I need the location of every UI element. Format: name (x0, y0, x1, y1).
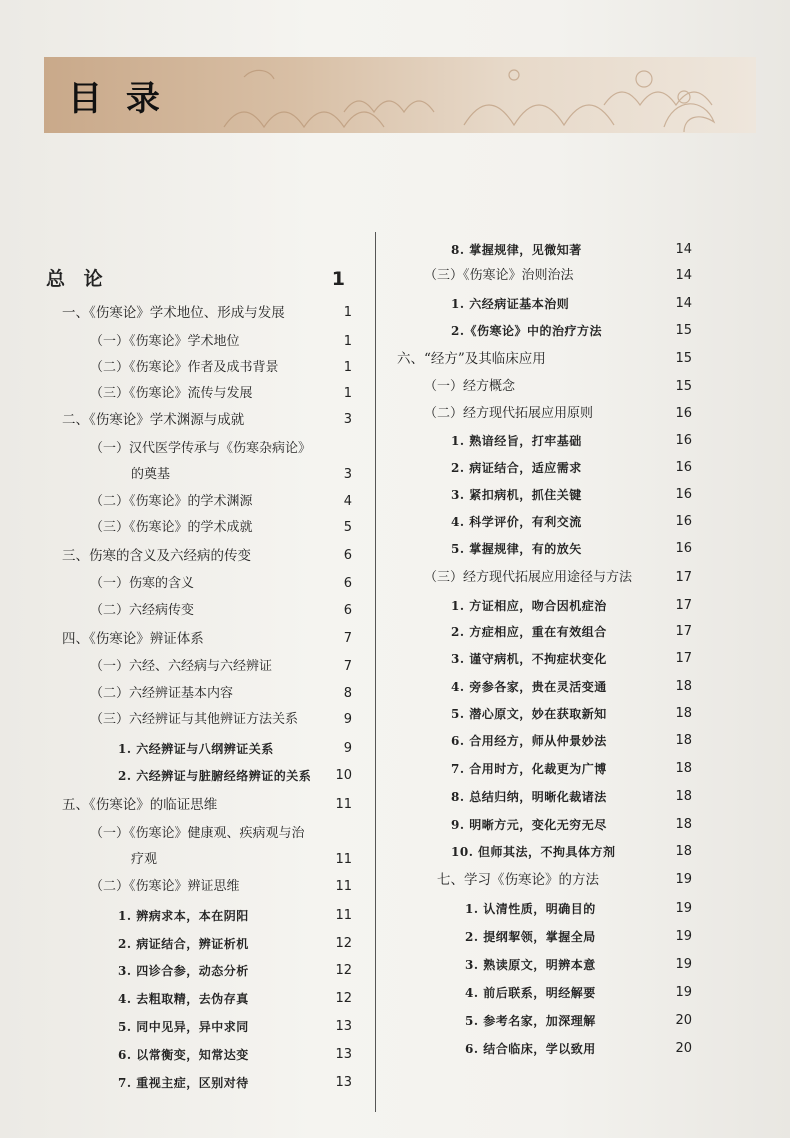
toc-entry-title: （一）经方概念 (424, 379, 516, 394)
toc-entry-title: （二）六经辨证基本内容 (90, 686, 234, 701)
column-divider (375, 232, 376, 1112)
toc-entry-page-number: 10 (335, 768, 352, 783)
toc-entry-page-number: 11 (335, 852, 352, 867)
toc-entry-page-number: 7 (343, 631, 352, 646)
toc-entry-title: （二）《伤寒论》辨证思维 (90, 879, 240, 894)
toc-entry-title: （一）《伤寒论》健康观、疾病观与治 (90, 826, 305, 841)
toc-entry-title: 3. 谨守病机，不拘症状变化 (451, 652, 607, 666)
toc-entry-page-number: 16 (675, 487, 692, 502)
toc-entry-page-number: 19 (675, 929, 692, 944)
toc-entry-page-number: 17 (675, 598, 692, 613)
title-banner (44, 57, 756, 133)
toc-entry-page-number: 3 (343, 467, 352, 482)
toc-entry-title: （一）汉代医学传承与《伤寒杂病论》 (90, 441, 312, 456)
toc-entry-title: （二）《伤寒论》作者及成书背景 (90, 360, 279, 375)
toc-entry-page-number: 18 (675, 789, 692, 804)
toc-entry-page-number: 13 (335, 1047, 352, 1062)
toc-entry-title: 四、《伤寒论》辨证体系 (62, 631, 204, 647)
toc-entry-page-number: 9 (343, 741, 352, 756)
toc-entry-title: 4. 前后联系，明经解要 (465, 986, 596, 1000)
toc-entry-page-number: 4 (343, 494, 352, 509)
toc-entry-title: （三）《伤寒论》的学术成就 (90, 520, 253, 535)
toc-entry-title: 6. 合用经方，师从仲景妙法 (451, 734, 607, 748)
toc-entry-page-number: 12 (335, 963, 352, 978)
toc-entry-title: 1. 熟谙经旨，打牢基础 (451, 434, 582, 448)
toc-entry-title: （二）《伤寒论》的学术渊源 (90, 494, 253, 509)
toc-entry-title: （一）伤寒的含义 (90, 576, 195, 591)
toc-entry-title: 1. 辨病求本，本在阴阳 (118, 909, 249, 923)
toc-entry-title: 8. 掌握规律，见微知著 (451, 243, 582, 257)
toc-entry-title: 2. 病证结合，适应需求 (451, 461, 582, 475)
toc-entry-page-number: 18 (675, 761, 692, 776)
toc-entry-title: 8. 总结归纳，明晰化裁诸法 (451, 790, 607, 804)
toc-entry-title: 4. 旁参各家，贵在灵活变通 (451, 680, 607, 694)
toc-entry-title: （二）六经病传变 (90, 603, 195, 618)
toc-entry-title: 2. 六经辨证与脏腑经络辨证的关系 (118, 769, 312, 783)
toc-entry-title: 6. 以常衡变，知常达变 (118, 1048, 249, 1062)
toc-entry-title: （三）《伤寒论》流传与发展 (90, 386, 253, 401)
toc-entry-title: 5. 掌握规律，有的放矢 (451, 542, 582, 556)
toc-entry-title: （三）《伤寒论》治则治法 (424, 268, 574, 283)
toc-entry-title: （一）六经、六经病与六经辨证 (90, 659, 273, 674)
toc-entry-page-number: 1 (343, 360, 352, 375)
toc-entry-title: 五、《伤寒论》的临证思维 (62, 797, 218, 813)
toc-entry-title: 疗观 (131, 852, 158, 867)
toc-entry-title: 二、《伤寒论》学术渊源与成就 (62, 412, 245, 428)
toc-entry-title: 三、伤寒的含义及六经病的传变 (62, 548, 251, 564)
toc-entry-title: 3. 熟读原文，明辨本意 (465, 958, 596, 972)
toc-entry-page-number: 5 (343, 520, 352, 535)
toc-entry-title: 六、“经方”及其临床应用 (397, 351, 546, 367)
toc-entry-title: （二）经方现代拓展应用原则 (424, 406, 594, 421)
toc-entry-page-number: 18 (675, 679, 692, 694)
toc-entry-page-number: 13 (335, 1019, 352, 1034)
toc-entry-page-number: 11 (335, 797, 352, 812)
toc-entry-title: 1. 六经病证基本治则 (451, 297, 570, 311)
toc-entry-page-number: 19 (675, 985, 692, 1000)
toc-entry-page-number: 8 (343, 686, 352, 701)
toc-entry-title: （一）《伤寒论》学术地位 (90, 334, 240, 349)
toc-entry-title: 2. 提纲挈领，掌握全局 (465, 930, 596, 944)
toc-entry-title: 1. 方证相应，吻合因机症治 (451, 599, 607, 613)
toc-entry-page-number: 15 (675, 351, 692, 366)
toc-entry-page-number: 6 (343, 548, 352, 563)
toc-entry-page-number: 19 (675, 872, 692, 887)
toc-entry-title: 5. 参考名家，加深理解 (465, 1014, 596, 1028)
toc-entry-title: 2. 病证结合，辨证析机 (118, 937, 249, 951)
toc-entry-page-number: 6 (343, 576, 352, 591)
toc-entry-title: 一、《伤寒论》学术地位、形成与发展 (62, 305, 285, 321)
toc-entry-title: 5. 同中见异，异中求同 (118, 1020, 249, 1034)
toc-entry-title: 5. 潜心原文，妙在获取新知 (451, 707, 607, 721)
toc-entry-page-number: 1 (343, 305, 352, 320)
toc-entry-page-number: 9 (343, 712, 352, 727)
toc-entry-page-number: 18 (675, 733, 692, 748)
toc-entry-page-number: 6 (343, 603, 352, 618)
toc-entry-title: （三）经方现代拓展应用途径与方法 (424, 570, 633, 585)
toc-entry-title: 4. 去粗取精，去伪存真 (118, 992, 249, 1006)
toc-entry-title: 3. 四诊合参，动态分析 (118, 964, 249, 978)
toc-entry-title: 1. 六经辨证与八纲辨证关系 (118, 742, 274, 756)
toc-entry-title: 9. 明晰方元，变化无穷无尽 (451, 818, 607, 832)
toc-entry-page-number: 3 (343, 412, 352, 427)
toc-entry-title: 七、学习《伤寒论》的方法 (437, 872, 599, 888)
toc-entry-page-number: 13 (335, 1075, 352, 1090)
toc-entry-title: 10. 但师其法，不拘具体方剂 (451, 845, 616, 859)
toc-entry-page-number: 1 (343, 386, 352, 401)
toc-entry-page-number: 16 (675, 514, 692, 529)
toc-entry-page-number: 11 (335, 879, 352, 894)
toc-entry-title: 2.《伤寒论》中的治疗方法 (451, 324, 603, 338)
toc-entry-title: 6. 结合临床，学以致用 (465, 1042, 596, 1056)
toc-entry-title: （三）六经辨证与其他辨证方法关系 (90, 712, 299, 727)
toc-entry-title: 的奠基 (131, 467, 171, 482)
toc-entry-page-number: 16 (675, 406, 692, 421)
toc-entry-page-number: 19 (675, 901, 692, 916)
toc-entry-page-number: 14 (675, 296, 692, 311)
toc-entry-page-number: 20 (675, 1041, 692, 1056)
toc-entry-page-number: 16 (675, 433, 692, 448)
toc-entry-page-number: 15 (675, 323, 692, 338)
toc-entry-page-number: 11 (335, 908, 352, 923)
chapter-title: 总 论 (46, 268, 109, 290)
toc-entry-page-number: 18 (675, 817, 692, 832)
toc-entry-title: 1. 认清性质，明确目的 (465, 902, 596, 916)
toc-entry-page-number: 1 (343, 334, 352, 349)
toc-entry-page-number: 20 (675, 1013, 692, 1028)
toc-entry-page-number: 18 (675, 844, 692, 859)
toc-entry-title: 3. 紧扣病机，抓住关键 (451, 488, 582, 502)
toc-entry-page-number: 12 (335, 936, 352, 951)
toc-entry-page-number: 19 (675, 957, 692, 972)
toc-entry-page-number: 14 (675, 242, 692, 257)
toc-entry-page-number: 7 (343, 659, 352, 674)
toc-entry-page-number: 12 (335, 991, 352, 1006)
toc-entry-page-number: 14 (675, 268, 692, 283)
toc-entry-title: 7. 重视主症，区别对待 (118, 1076, 249, 1090)
toc-entry-page-number: 18 (675, 706, 692, 721)
toc-entry-page-number: 16 (675, 541, 692, 556)
toc-entry-title: 7. 合用时方，化裁更为广博 (451, 762, 607, 776)
toc-entry-page-number: 16 (675, 460, 692, 475)
toc-entry-page-number: 17 (675, 570, 692, 585)
toc-entry-page-number: 15 (675, 379, 692, 394)
chapter-page-number: 1 (331, 268, 345, 290)
page-title: 目 录 (68, 79, 166, 119)
toc-entry-page-number: 17 (675, 624, 692, 639)
toc-entry-page-number: 17 (675, 651, 692, 666)
toc-entry-title: 4. 科学评价，有利交流 (451, 515, 582, 529)
toc-entry-title: 2. 方症相应，重在有效组合 (451, 625, 607, 639)
